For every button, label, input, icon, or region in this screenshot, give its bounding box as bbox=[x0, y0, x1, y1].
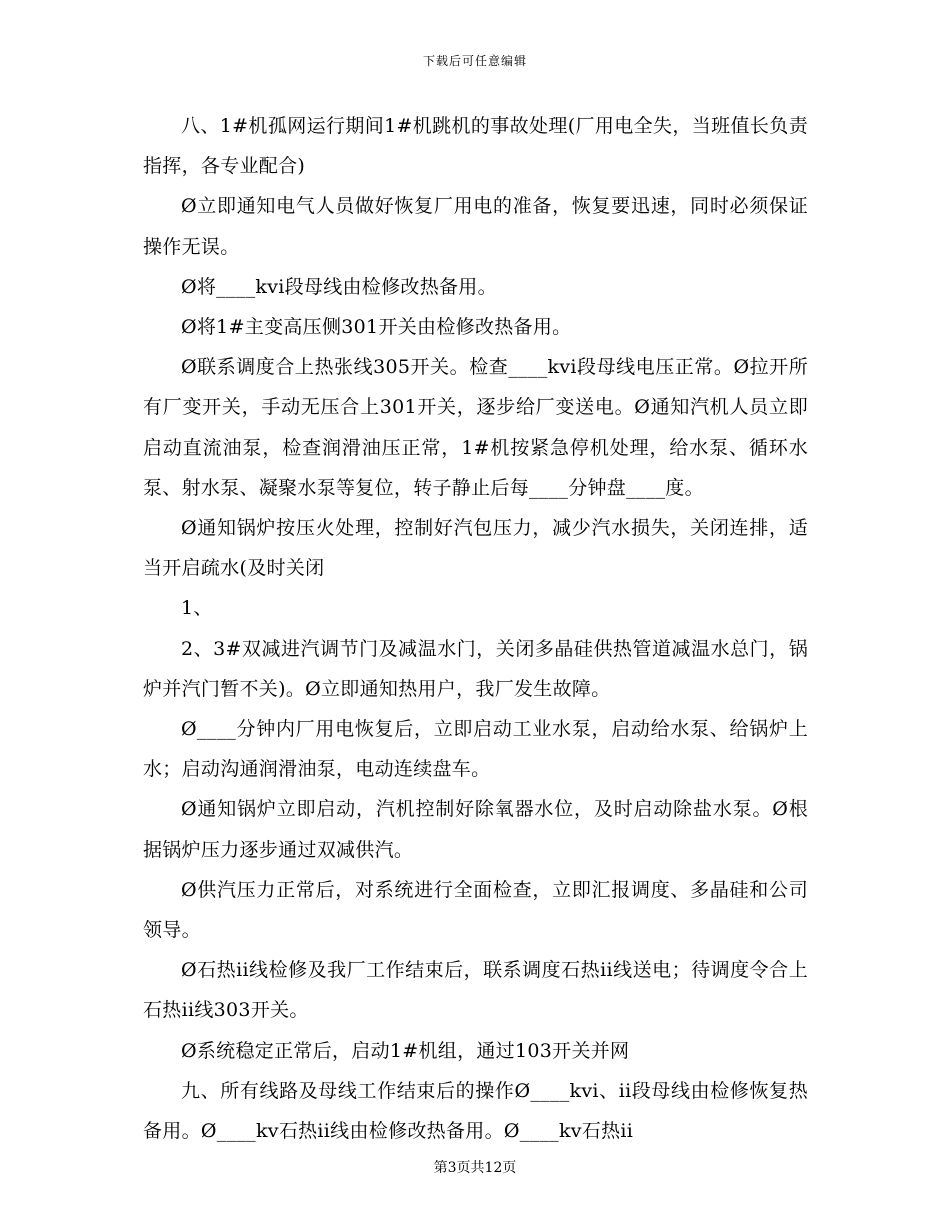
paragraph-busbar-standby: Ø将____kvi段母线由检修改热备用。 bbox=[181, 275, 497, 298]
page-header: 下载后可任意编辑 bbox=[422, 54, 527, 68]
paragraph-system-check: Ø供汽压力正常后，对系统进行全面检查，立即汇报调度、多晶硅和公司领导。 bbox=[143, 878, 808, 942]
paragraph-item-2: 2、3#双减进汽调节门及减温水门，关闭多晶硅供热管道减温水总门，锅炉并汽门暂不关)。Ø立即通知热用户，我厂发生故障。 bbox=[143, 637, 808, 700]
paragraph-dispatch-close-305: Ø联系调度合上热张线305开关。检查____kvi段母线电压正常。Ø拉开所有厂变开关，手动无压合上301开关，逐步给厂变送电。Ø通知汽机人员立即启动直流油泵，检查润滑油压正常，1#机按紧急停机处理，给水泵、循环水泵、射水泵、凝聚水泵等复位，转子静止后每____分钟盘____度。 bbox=[143, 356, 808, 499]
paragraph-boiler-start: Ø通知锅炉立即启动，汽机控制好除氧器水位，及时启动除盐水泵。Ø根据锅炉压力逐步通过双减供汽。 bbox=[143, 798, 808, 861]
paragraph-main-transformer: Ø将1#主变高压侧301开关由检修改热备用。 bbox=[181, 316, 572, 339]
document-body bbox=[143, 106, 808, 1151]
paragraph-item-1: 1、 bbox=[181, 597, 213, 620]
paragraph-power-restored: Ø____分钟内厂用电恢复后，立即启动工业水泵，启动给水泵、给锅炉上水；启动沟通润滑油泵，电动连续盘车。 bbox=[143, 718, 808, 781]
paragraph-line-energize: Ø石热ii线检修及我厂工作结束后，联系调度石热ii线送电；待调度令合上石热ii线303开关。 bbox=[143, 959, 808, 1022]
paragraph-section-8-title: 八、1#机孤网运行期间1#机跳机的事故处理(厂用电全失，当班值长负责指挥，各专业配合) bbox=[143, 115, 808, 178]
page-number: 第3页共12页 bbox=[433, 1160, 517, 1176]
paragraph-boiler-banking: Ø通知锅炉按压火处理，控制好汽包压力，减少汽水损失，关闭连排，适当开启疏水(及时关闭 bbox=[143, 517, 808, 580]
paragraph-section-9: 九、所有线路及母线工作结束后的操作Ø____kvi、ii段母线由检修恢复热备用。Ø____kv石热ii线由检修改热备用。Ø____kv石热ii bbox=[143, 1079, 808, 1143]
paragraph-grid-connect: Ø系统稳定正常后，启动1#机组，通过103开关并网 bbox=[181, 1039, 630, 1062]
paragraph-notify-electrical: Ø立即通知电气人员做好恢复厂用电的准备，恢复要迅速，同时必须保证操作无误。 bbox=[143, 195, 808, 258]
